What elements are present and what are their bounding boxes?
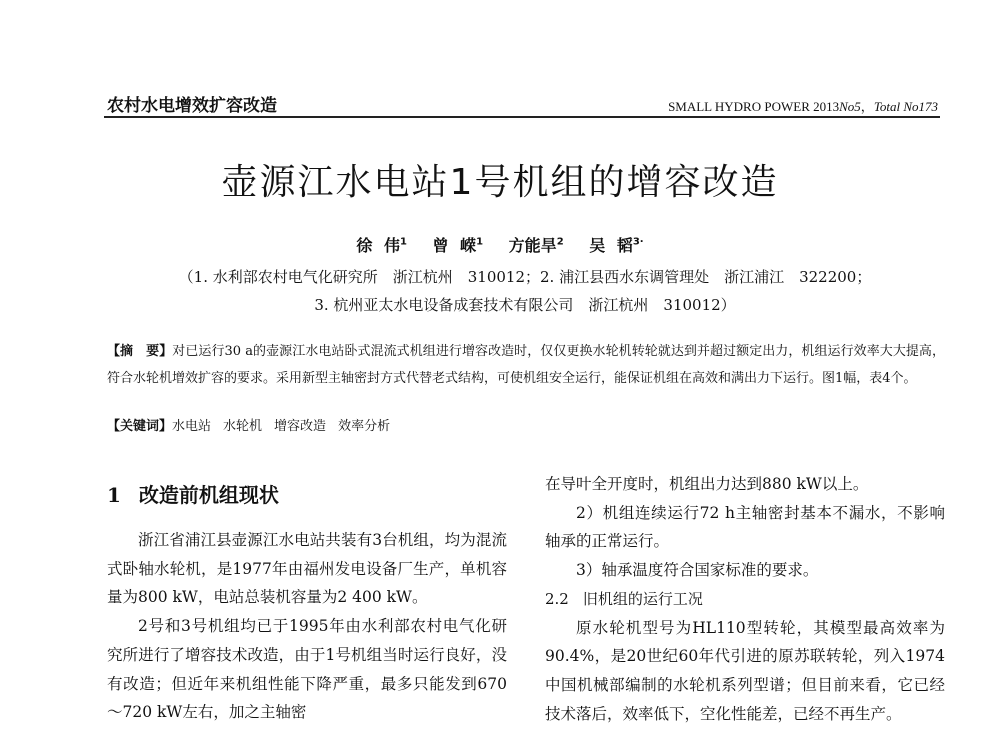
author <box>589 236 643 255</box>
subsection-title: 旧机组的运行工况 <box>582 589 703 608</box>
author-affil-mark: 2 <box>556 236 564 248</box>
affiliation-line-1: （1. 水利部农村电气化研究所 浙江杭州 310012；2. 浦江县西水东调管理处 浙江浦江 322200； <box>178 268 872 286</box>
total-issue: No173 <box>903 99 938 114</box>
author-list <box>0 233 1000 256</box>
journal-info <box>668 96 938 115</box>
keywords-label: 【关键词】 <box>107 419 173 434</box>
subsection-number: 2.2 <box>545 589 569 608</box>
left-column <box>107 468 507 727</box>
keyword: 效率分析 <box>338 419 391 434</box>
author-affil-mark: 1 <box>476 236 484 248</box>
journal-name: SMALL HYDRO POWER 2013 <box>668 99 840 114</box>
section-title: 改造前机组现状 <box>138 483 279 507</box>
header-rule <box>104 116 940 118</box>
abstract-text: 对已运行30 a的壶源江水电站卧式混流式机组进行增容改造时，仅仅更换水轮机转轮就达到并超过额定出力，机组运行效率大大提高，符合水轮机增效扩容的要求。采用新型主轴密封方式代替老式结构，可使机组安全运行，能保证机组在高效和满出力下运行。图1幅，表4个。 <box>107 344 945 386</box>
header-comma: ， <box>860 99 874 114</box>
paragraph: 浙江省浦江县壶源江水电站共装有3台机组，均为混流式卧轴水轮机，是1977年由福州发电设备厂生产，单机容量为800 kW，电站总装机容量为2 400 kW。 <box>107 531 507 607</box>
author-name: 吴 韬 <box>589 236 633 255</box>
author-name: 徐 伟 <box>356 236 400 255</box>
total-prefix: Total <box>873 99 901 114</box>
paragraph: 2号和3号机组均已于1995年由水利部农村电气化研究所进行了增容技术改造，由于1号机组当时运行良好，没有改造；但近年来机组性能下降严重，最多只能发到670～720 kW左右，加之主轴密 <box>107 617 507 722</box>
abstract-label: 【摘 要】 <box>107 344 173 359</box>
abstract <box>107 338 945 392</box>
author <box>433 236 484 255</box>
author <box>509 236 564 255</box>
paragraph: 在导叶全开度时，机组出力达到880 kW以上。 <box>545 475 869 493</box>
affiliation-line-2: 3. 杭州亚太水电设备成套技术有限公司 浙江杭州 310012） <box>314 296 736 314</box>
keyword: 水轮机 <box>223 419 263 434</box>
author-affil-mark: 1 <box>400 236 407 248</box>
section-number: 1 <box>107 483 121 507</box>
list-item: 3）轴承温度符合国家标准的要求。 <box>576 561 819 580</box>
subsection-heading <box>545 585 945 614</box>
paper-title: 壶源江水电站1号机组的增容改造 <box>221 162 779 203</box>
author-affil-mark: 3· <box>632 236 644 248</box>
keywords <box>107 413 945 440</box>
list-item: 2）机组连续运行72 h主轴密封基本不漏水，不影响轴承的正常运行。 <box>545 503 945 551</box>
author-name: 曾 嵘 <box>432 236 477 255</box>
author <box>356 236 407 255</box>
author-name: 方能旱 <box>508 236 557 255</box>
keyword: 增容改造 <box>274 419 327 434</box>
issue-number: No5 <box>839 99 861 114</box>
right-column <box>545 470 945 728</box>
keyword: 水电站 <box>172 419 212 434</box>
column-title: 农村水电增效扩容改造 <box>107 96 277 116</box>
section-heading <box>107 478 507 512</box>
paragraph: 原水轮机型号为HL110型转轮，其模型最高效率为90.4%，是20世纪60年代引进的原苏联转轮，列入1974中国机械部编制的水轮机系列型谱；但目前来看，它已经技术落后，效率低下，空化性能差，已经不再生产。 <box>545 618 945 723</box>
